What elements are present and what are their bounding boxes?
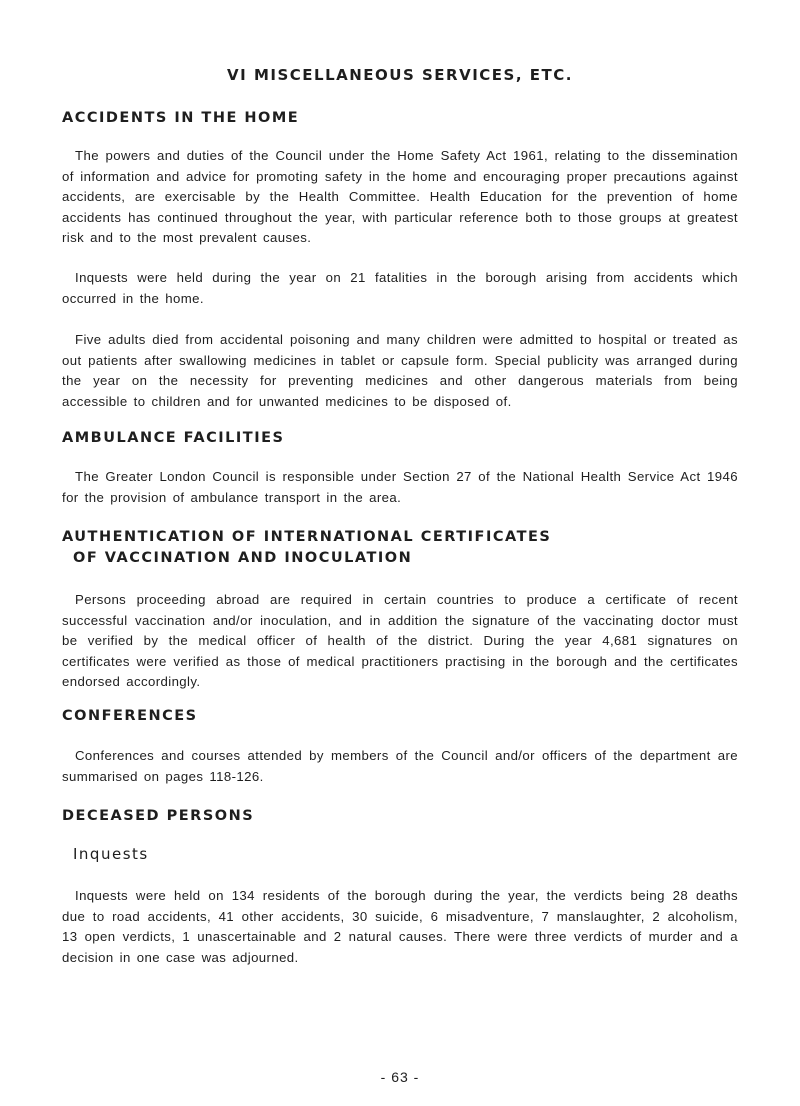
heading-authentication-line1: AUTHENTICATION OF INTERNATIONAL CERTIFICATES	[62, 529, 552, 545]
heading-ambulance-facilities: AMBULANCE FACILITIES	[62, 430, 285, 446]
heading-deceased-persons: DECEASED PERSONS	[62, 808, 255, 824]
paragraph-certificates: Persons proceeding abroad are required in certain countries to produce a certificate of recent successful vaccination and/or inoculation, and in addition the signature of the vaccinating doctor must be verified by the medical officer of health of the district. During the year 4,681 signatures on certificates were verified as those of medical practitioners practising in the borough and the certificates endorsed accordingly.	[62, 592, 738, 689]
page-number: - 63 -	[380, 1069, 420, 1085]
paragraph-inquest-verdicts: Inquests were held on 134 residents of the borough during the year, the verdicts being 28 deaths due to road accidents, 41 other accidents, 30 suicide, 6 misadventure, 7 manslaughter, 2 alcoholism, 13 open verdicts, 1 unascertainable and 2 natural causes. There were three verdicts of murder and a decision in one case was adjourned.	[62, 888, 738, 965]
paragraph-accidental-poisoning: Five adults died from accidental poisoning and many children were admitted to hospital or treated as out patients after swallowing medicines in tablet or capsule form. Special publicity was arranged during the year on the necessity for preventing medicines and other dangerous materials from being accessible to children and for unwanted medicines to be disposed of.	[62, 332, 738, 409]
paragraph-conferences: Conferences and courses attended by members of the Council and/or officers of the department are summarised on pages 118-126.	[62, 748, 738, 784]
subheading-inquests: Inquests	[73, 845, 149, 863]
heading-conferences: CONFERENCES	[62, 708, 198, 724]
paragraph-home-inquests: Inquests were held during the year on 21 fatalities in the borough arising from accidents which occurred in the home.	[62, 270, 738, 306]
page-title: VI MISCELLANEOUS SERVICES, ETC.	[227, 66, 573, 84]
heading-accidents-in-the-home: ACCIDENTS IN THE HOME	[62, 110, 300, 126]
paragraph-ambulance-transport: The Greater London Council is responsible under Section 27 of the National Health Service Act 1946 for the provision of ambulance transport in the area.	[62, 469, 738, 505]
heading-authentication-line2: OF VACCINATION AND INOCULATION	[73, 550, 413, 566]
paragraph-home-safety-act: The powers and duties of the Council under the Home Safety Act 1961, relating to the dissemination of information and advice for promoting safety in the home and encouraging proper precautions against accidents, are exercisable by the Health Committee. Health Education for the prevention of home accidents has continued throughout the year, with particular reference both to those groups at greatest risk and to the most prevalent causes.	[62, 148, 738, 245]
